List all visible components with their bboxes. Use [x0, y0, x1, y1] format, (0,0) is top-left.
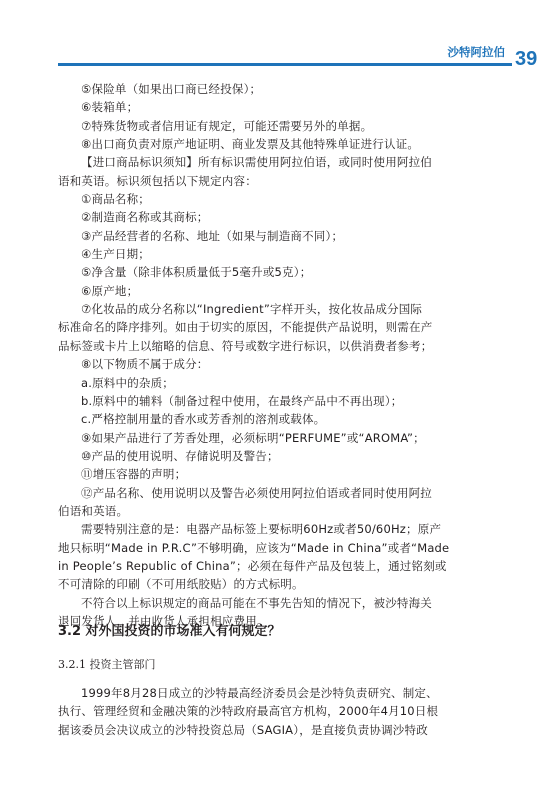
text-line: 据该委员会决议成立的沙特投资总局（SAGIA），是直接负责协调沙特政: [58, 722, 428, 737]
header-rule: [58, 63, 512, 66]
text-line: ⑦化妆品的成分名称以“Ingredient”字样开头，按化妆品成分国际: [81, 302, 423, 317]
text-line: ②制造商名称或其商标；: [81, 210, 209, 225]
text-line: 执行、管理经贸和金融决策的沙特政府最高官方机构，2000年4月10日根: [58, 704, 439, 719]
text-line: in People’s Republic of China”；必须在每件产品及包装上，通过铭刻或: [58, 558, 447, 573]
section-heading: 3.2 对外国投资的市场准入有何规定？: [58, 624, 281, 639]
text-line: ⑪增压容器的声明；: [81, 467, 187, 482]
text-line: ⑥原产地；: [81, 283, 139, 298]
page-number: 39: [515, 48, 538, 70]
text-line: ⑧出口商负责对原产地证明、商业发票及其他特殊单证进行认证。: [81, 137, 420, 152]
text-line: ⑥装箱单；: [81, 100, 139, 115]
text-line: 语和英语。标识须包括以下规定内容：: [58, 173, 257, 188]
text-line: ④生产日期；: [81, 247, 151, 262]
text-line: ⑩产品的使用说明、存储说明及警告；: [81, 448, 279, 463]
text-line: 退回发货人，并由收货人承担相应费用。: [58, 613, 269, 628]
text-line: ⑨如果产品进行了芳香处理，必须标明“PERFUME”或“AROMA”；: [81, 430, 425, 445]
text-line: ③产品经营者的名称、地址（如果与制造商不同）；: [81, 228, 344, 243]
subsection-heading: 3.2.1 投资主管部门: [58, 658, 156, 671]
text-line: c.严格控制用量的香水或芳香剂的溶剂或载体。: [81, 412, 326, 427]
text-line: b.原料中的辅料（制备过程中使用，在最终产品中不再出现）；: [81, 393, 403, 408]
text-line: 不可清除的印刷（不可用纸胶贴）的方式标明。: [58, 577, 304, 592]
text-line: ①商品名称；: [81, 192, 151, 207]
text-line: 地只标明“Made in P.R.C”不够明确，应该为“Made in China”或者“Made: [58, 540, 450, 555]
text-line: 伯语和英语。: [58, 503, 129, 518]
running-header-title: 沙特阿拉伯: [447, 45, 505, 59]
text-line: ⑦特殊货物或者信用证有规定，可能还需要另外的单据。: [81, 118, 373, 133]
text-line: 【进口商品标识须知】所有标识需使用阿拉伯语，或同时使用阿拉伯: [81, 155, 432, 170]
text-line: 品标签或卡片上以缩略的信息、符号或数字进行标识，以供消费者参考；: [58, 338, 433, 353]
text-line: ⑫产品名称、使用说明以及警告必须使用阿拉伯语或者同时使用阿拉: [81, 485, 432, 500]
text-line: ⑧以下物质不属于成分：: [81, 357, 209, 372]
text-line: ⑤净含量（除非体积质量低于5毫升或5克）；: [81, 265, 312, 280]
text-line: 需要特别注意的是：电器产品标签上要标明60Hz或者50/60Hz；原产: [81, 522, 442, 537]
text-line: 不符合以上标识规定的商品可能在不事先告知的情况下，被沙特海关: [81, 595, 432, 610]
text-line: 1999年8月28日成立的沙特最高经济委员会是沙特负责研究、制定、: [81, 686, 438, 700]
text-line: a.原料中的杂质；: [81, 375, 175, 390]
text-line: ⑤保险单（如果出口商已经投保）；: [81, 82, 262, 96]
body-text: [58, 80, 508, 630]
text-line: 标准命名的降序排列。如由于切实的原因，不能提供产品说明，则需在产: [58, 320, 433, 335]
body-text-section: [58, 684, 508, 739]
